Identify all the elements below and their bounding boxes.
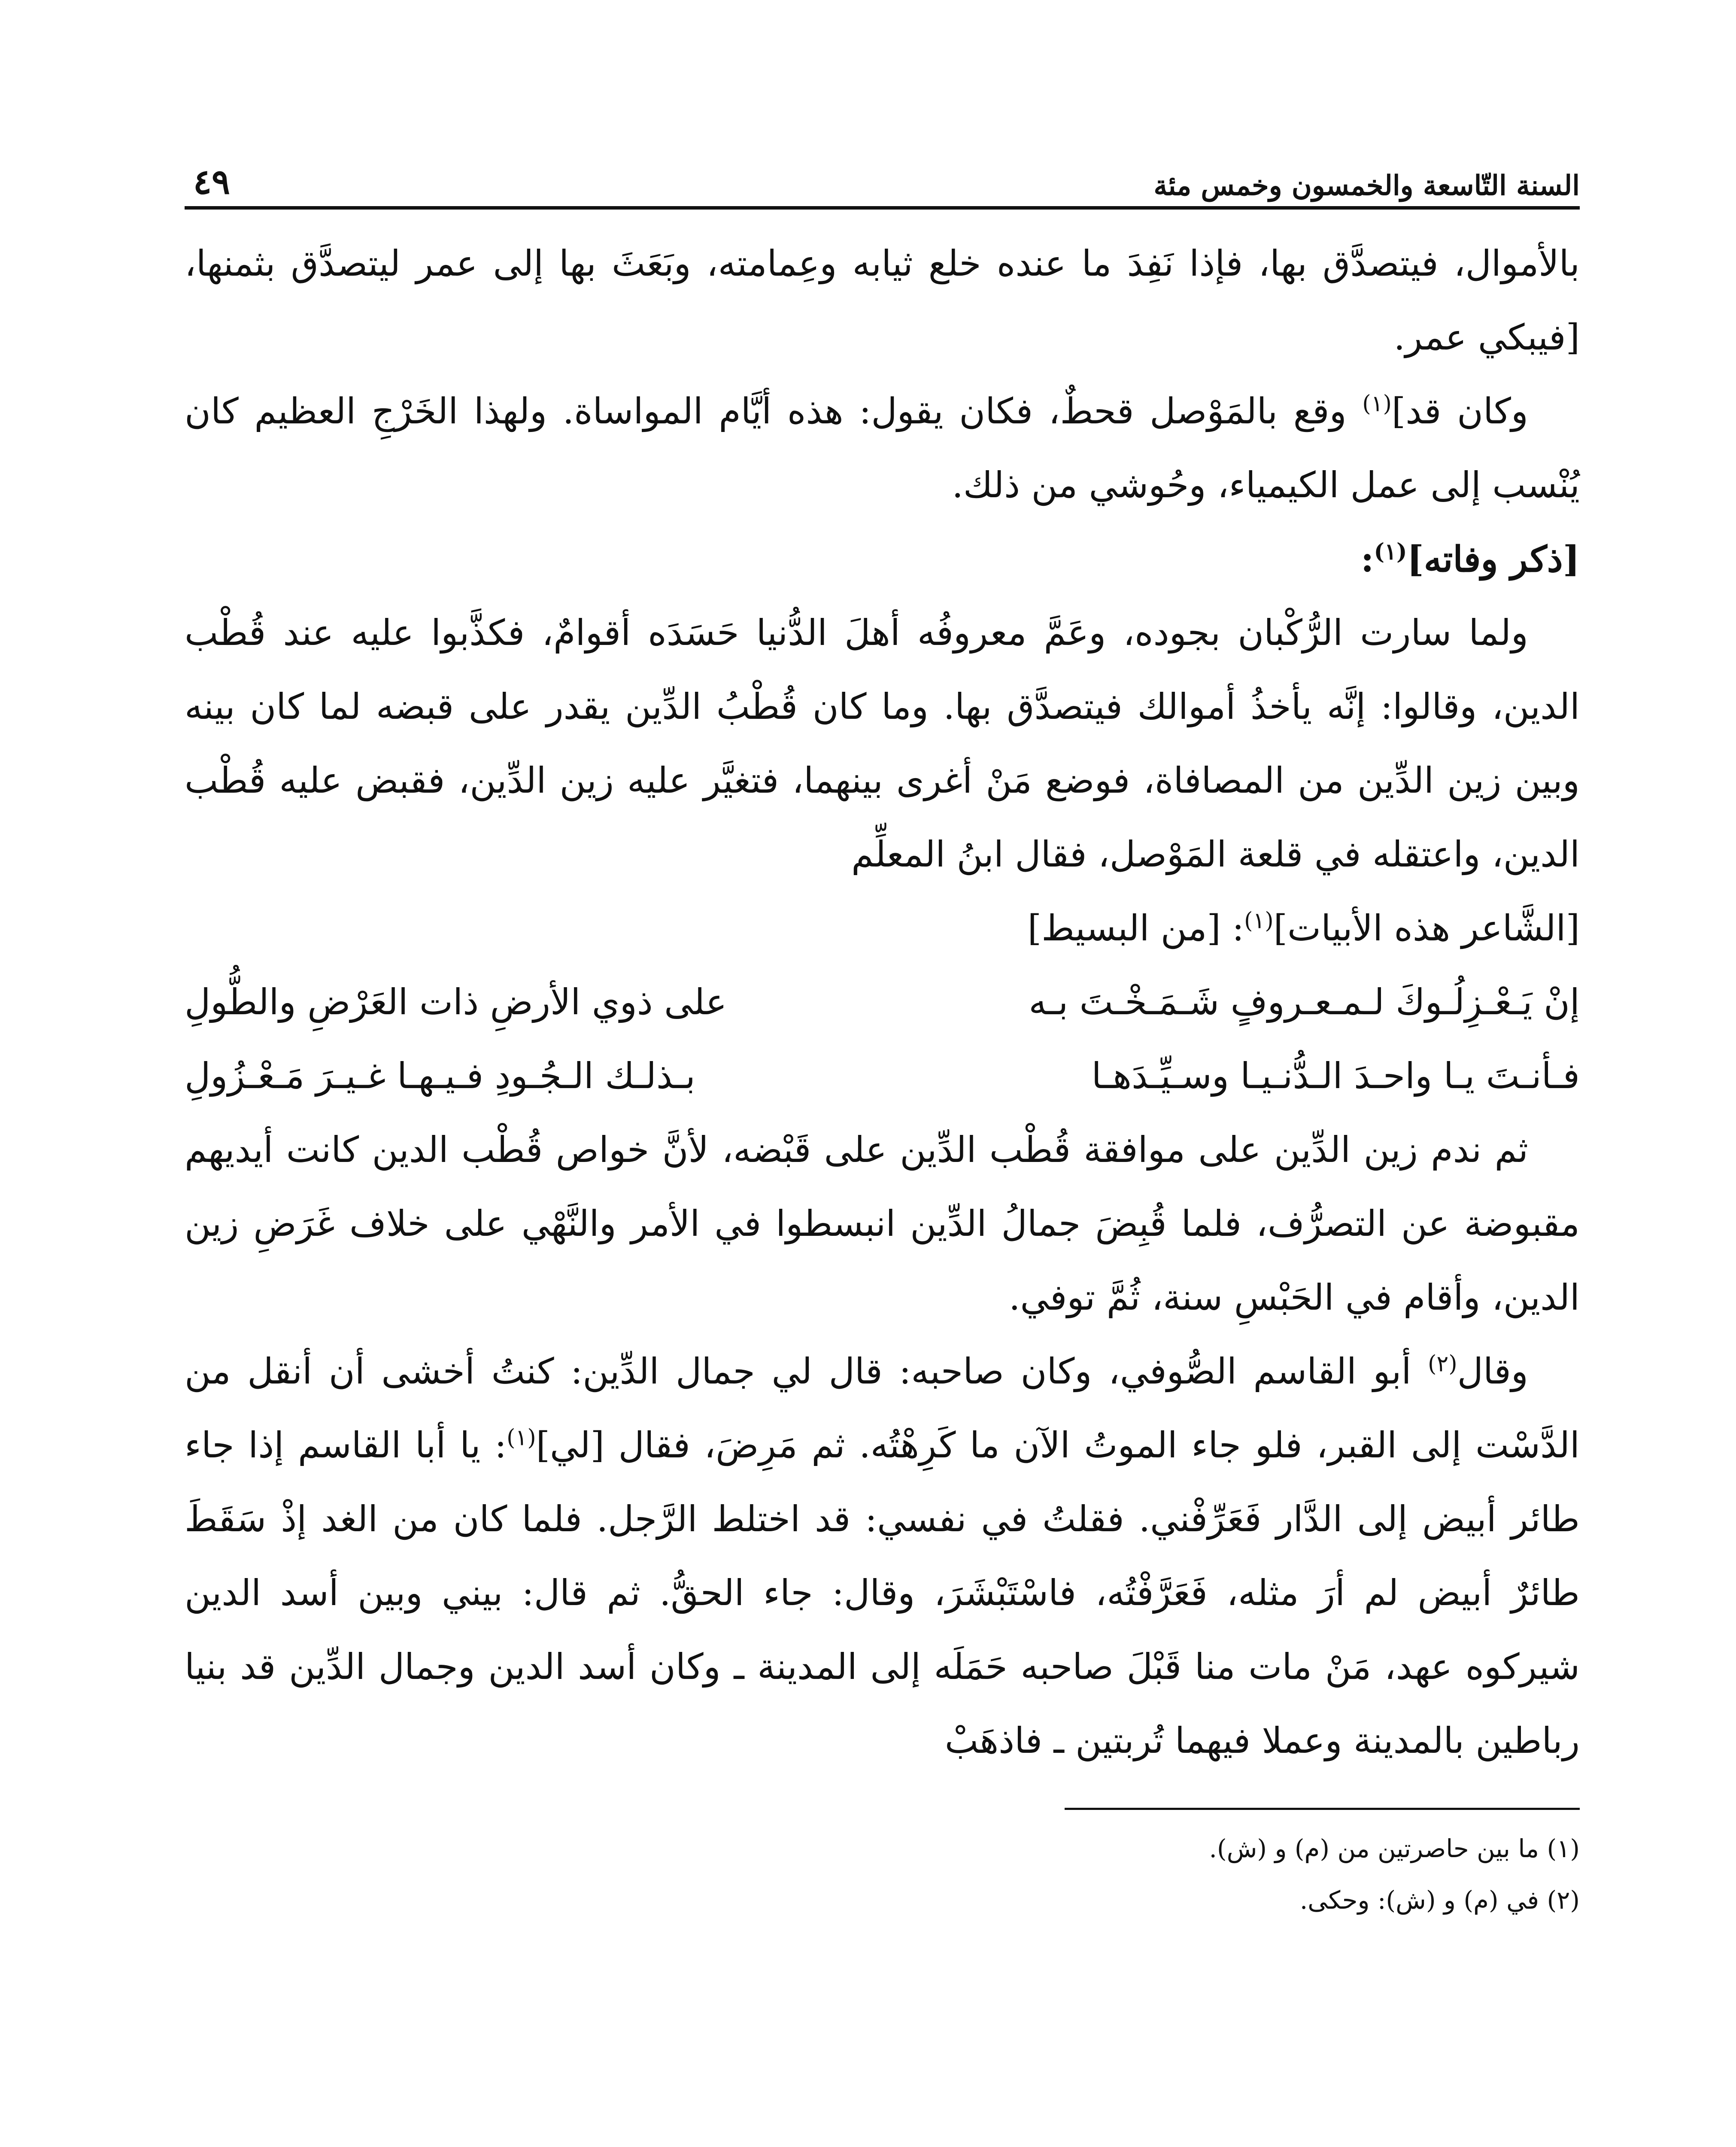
hemistich-second: بـذلـك الـجُـودِ فـيـهـا غـيـرَ مَـعْـزُولِ bbox=[185, 1055, 695, 1097]
footnote-ref: (١) bbox=[1244, 908, 1274, 934]
poem-verse bbox=[185, 1039, 1580, 1113]
main-text bbox=[185, 227, 1580, 1778]
footnote-rule bbox=[1065, 1808, 1580, 1810]
paragraph-famine: وكان قد]$^{(١)}$ وقع بالمَوْصل قحطٌ، فكان يقول: هذه أيَّام المواساة. ولهذا الخَرْجِ العظيم كان يُنْسب إلى عمل الكيمياء، وحُوشي من ذلك. bbox=[185, 390, 1580, 506]
paragraph-poet: [الشَّاعر هذه الأبيات]$^{(١)}$: [من البسيط] bbox=[1027, 907, 1580, 949]
chapter-title: السنة التّاسعة والخمسون وخمس مئة bbox=[1153, 170, 1580, 202]
paragraph-sufi: وقال$^{(٢)}$ أبو القاسم الصُّوفي، وكان صاحبه: قال لي جمال الدِّين: كنتُ أخشى أن أنقل من الدَّسْت إلى القبر، فلو جاء الموتُ الآن ما كَرِهْتُه. ثم مَرِضَ، فقال [لي]$^{(١)}$: يا أبا القاسم إذا جاء طائر أبيض إلى الدَّار فَعَرِّفْني. فقلتُ في نفسي: قد اختلط الرَّجل. فلما كان من الغد إذْ سَقَطَ طائرٌ أبيض لم أرَ مثله، فَعَرَّفْتُه، فاسْتَبْشَرَ، وقال: جاء الحقُّ. ثم قال: بيني وبين أسد الدين شيركوه عهد، مَنْ مات منا قَبْلَ صاحبه حَمَلَه إلى المدينة ـ وكان أسد الدين وجمال الدِّين قد بنيا رباطين بالمدينة وعملا فيهما تُربتين ـ فاذهَبْ bbox=[185, 1350, 1580, 1761]
running-header bbox=[185, 129, 1580, 202]
footnote-ref: (٢) bbox=[1428, 1351, 1457, 1377]
footnote-ref: (١) bbox=[1374, 538, 1407, 565]
paragraph-alms: بالأموال، فيتصدَّق بها، فإذا نَفِدَ ما عنده خلع ثيابه وعِمامته، وبَعَثَ بها إلى عمر ليتصدَّق بثمنها، [فيبكي عمر. bbox=[185, 243, 1580, 358]
poem bbox=[185, 965, 1580, 1113]
book-page bbox=[185, 129, 1580, 1926]
footnote: (٢) في (م) و (ش): وحكى. bbox=[1299, 1885, 1580, 1915]
footnote-ref: (١) bbox=[1362, 391, 1392, 417]
hemistich-first: فـأنـتَ يـا واحـدَ الـدُّنـيـا وسـيِّـدَهـا bbox=[1091, 1055, 1580, 1097]
paragraph-death: ولما سارت الرُّكْبان بجوده، وعَمَّ معروفُه أهلَ الدُّنيا حَسَدَه أقوامٌ، فكذَّبوا عليه عند قُطْب الدين، وقالوا: إنَّه يأخذُ أموالك فيتصدَّق بها. وما كان قُطْبُ الدِّين يقدر على قبضه لما كان بينه وبين زين الدِّين من المصافاة، فوضع مَنْ أغرى بينهما، فتغيَّر عليه زين الدِّين، فقبض عليه قُطْب الدين، واعتقله في قلعة المَوْصل، فقال ابنُ المعلِّم bbox=[185, 612, 1580, 875]
footnote-ref: (١) bbox=[507, 1425, 536, 1451]
header-rule bbox=[185, 206, 1580, 210]
page-number: ٤٩ bbox=[193, 161, 230, 202]
section-heading: [ذكر وفاته]$^{(١)}$: bbox=[1360, 538, 1580, 580]
hemistich-second: على ذوي الأرضِ ذات العَرْضِ والطُّولِ bbox=[185, 981, 727, 1023]
hemistich-first: إنْ يَـعْـزِلُـوكَ لـمـعـروفٍ شَـمَـخْـتَ بـه bbox=[1029, 981, 1580, 1023]
paragraph-regret: ثم ندم زين الدِّين على موافقة قُطْب الدِّين على قَبْضه، لأنَّ خواص قُطْب الدين كانت أيديهم مقبوضة عن التصرُّف، فلما قُبِضَ جمالُ الدِّين انبسطوا في الأمر والنَّهْي على خلاف غَرَضِ زين الدين، وأقام في الحَبْسِ سنة، ثُمَّ توفي. bbox=[185, 1129, 1580, 1318]
footnotes bbox=[185, 1823, 1580, 1926]
poem-verse bbox=[185, 965, 1580, 1039]
footnote: (١) ما بين حاصرتين من (م) و (ش). bbox=[1209, 1834, 1580, 1863]
